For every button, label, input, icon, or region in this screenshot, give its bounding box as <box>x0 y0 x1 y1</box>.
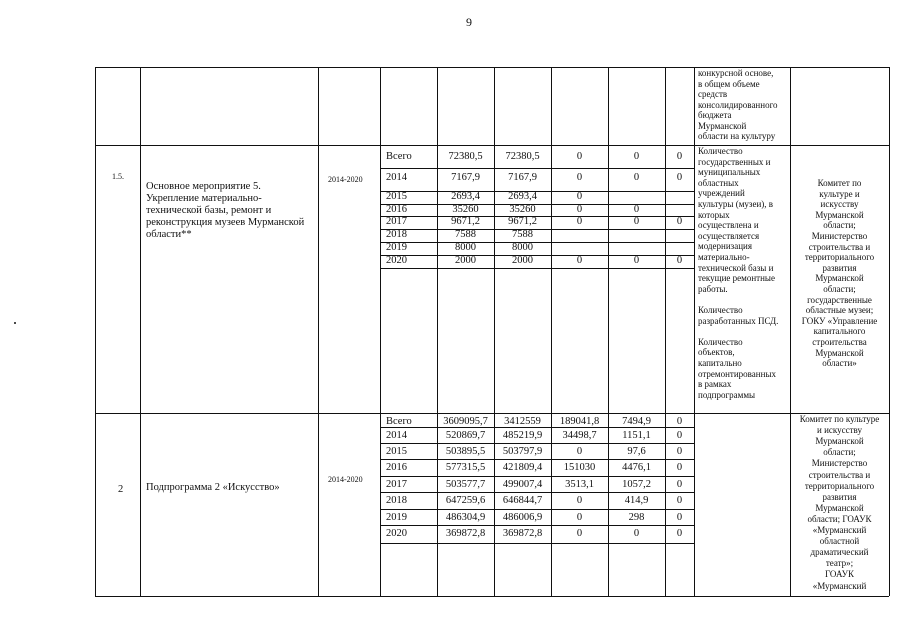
year-label: 2018 <box>386 229 407 240</box>
year-label: Всего <box>386 151 412 162</box>
executor-text-line: Мурманской <box>815 209 864 220</box>
indicator-text-line: Количество <box>698 305 743 315</box>
executor-text-line: Министерство <box>811 458 868 469</box>
amount-cell: 189041,8 <box>559 416 600 427</box>
column-line <box>694 67 695 596</box>
indicator-text-line: консолидированного <box>698 99 778 110</box>
executor-text-line: области» <box>822 358 857 369</box>
row-separator-2 <box>95 413 889 414</box>
column-line <box>95 67 96 596</box>
amount-cell: 2000 <box>512 255 533 266</box>
amount-cell: 0 <box>676 430 683 441</box>
amount-cell: 486304,9 <box>445 512 486 523</box>
page-number: 9 <box>466 15 472 29</box>
amount-cell: 0 <box>676 416 683 427</box>
amount-cell: 577315,5 <box>445 462 486 473</box>
amount-cell: 0 <box>633 216 640 227</box>
amount-cell: 2000 <box>455 255 476 266</box>
margin-dot <box>14 322 16 324</box>
executor-text-line: ГОАУК <box>824 569 855 580</box>
executor-text-line: Мурманской <box>815 273 864 284</box>
subrow-line <box>380 509 694 510</box>
amount-cell: 0 <box>676 255 683 266</box>
amount-cell: 0 <box>576 255 583 266</box>
amount-cell: 503797,9 <box>502 446 543 457</box>
executor-text-line: области; <box>823 447 856 458</box>
amount-cell: 485219,9 <box>502 430 543 441</box>
indicator-text-line: учреждений <box>698 188 745 199</box>
executor-text-line: ГОКУ «Управление <box>801 315 878 326</box>
year-label: 2019 <box>386 242 407 253</box>
indicator-text-line: материально- <box>698 252 750 262</box>
executor-text-line: строительства и <box>808 241 871 252</box>
measure-name-line: Укрепление материально- <box>146 193 262 204</box>
executor-text-line: строительства и <box>808 469 871 480</box>
indicator-text-line: Количество <box>698 146 743 156</box>
executor-text-line: развития <box>822 262 857 273</box>
indicator-text-line: разработанных ПСД. <box>698 315 779 326</box>
indicator-text-line: области на культуру <box>698 131 776 141</box>
amount-cell: 369872,8 <box>502 528 543 539</box>
year-label: 2020 <box>386 528 407 539</box>
amount-cell: 520869,7 <box>445 430 486 441</box>
column-line <box>380 67 381 596</box>
year-label: Всего <box>386 416 412 427</box>
subrow-line <box>380 543 694 544</box>
year-label: 2017 <box>386 479 407 490</box>
indicator-text-line: подпрограммы <box>698 389 756 400</box>
executor-text-line: театр»; <box>825 558 854 569</box>
indicator-text-line: в рамках <box>698 379 732 390</box>
amount-cell: 0 <box>633 151 640 162</box>
indicator-text-line: культуры (музеи), в <box>698 199 774 209</box>
executor-text-line: капитального <box>813 326 866 337</box>
amount-cell: 0 <box>633 172 640 183</box>
executor-text-line: Комитет по <box>817 178 862 188</box>
amount-cell: 0 <box>576 512 583 523</box>
executor-text-line: и искусству <box>817 425 862 436</box>
year-label: 2020 <box>386 255 407 266</box>
executor-text-line: государственные <box>807 294 872 305</box>
indicator-text-line: технической базы и <box>698 262 774 273</box>
measure-name-line: реконструкция музеев Мурманской <box>146 217 305 228</box>
column-line <box>889 67 890 596</box>
amount-cell: 8000 <box>455 242 476 253</box>
amount-cell: 0 <box>676 216 683 227</box>
subrow-line <box>380 168 694 169</box>
amount-cell: 0 <box>576 495 583 506</box>
amount-cell: 9671,2 <box>451 216 480 227</box>
executor-text-line: искусству <box>820 199 859 210</box>
table-border-bottom <box>95 596 889 597</box>
indicator-text-line: в общем объеме <box>698 78 760 89</box>
executor-text-line: культуре и <box>819 188 860 199</box>
period: 2014-2020 <box>328 175 363 184</box>
amount-cell: 298 <box>628 512 645 523</box>
measure-name-line: области** <box>146 229 192 240</box>
row-number: 2 <box>118 484 124 495</box>
indicator-text-line: капитально <box>698 358 742 368</box>
year-label: 2018 <box>386 495 407 506</box>
year-label: 2015 <box>386 446 407 457</box>
amount-cell: 35260 <box>509 204 536 215</box>
amount-cell: 646844,7 <box>502 495 543 506</box>
amount-cell: 0 <box>576 172 583 183</box>
executor-text-line: территориального <box>804 252 875 263</box>
amount-cell: 0 <box>576 216 583 227</box>
executor-text-line: Мурманской <box>815 436 864 447</box>
indicator-text-line: отремонтированных <box>698 368 776 379</box>
amount-cell: 0 <box>676 151 683 162</box>
amount-cell: 499007,4 <box>502 479 543 490</box>
amount-cell: 34498,7 <box>562 430 597 441</box>
indicator-text-line: бюджета <box>698 110 732 120</box>
amount-cell: 0 <box>576 446 583 457</box>
executor-text-line: области; ГОАУК <box>807 513 872 524</box>
amount-cell: 0 <box>576 191 583 202</box>
year-label: 2015 <box>386 191 407 202</box>
amount-cell: 0 <box>676 495 683 506</box>
amount-cell: 421809,4 <box>502 462 543 473</box>
executor-text-line: «Мурманский <box>812 580 867 591</box>
amount-cell: 0 <box>676 479 683 490</box>
amount-cell: 503577,7 <box>445 479 486 490</box>
amount-cell: 1057,2 <box>622 479 651 490</box>
year-label: 2014 <box>386 430 407 441</box>
subrow-line <box>380 492 694 493</box>
subrow-line <box>380 459 694 460</box>
measure-name-line: Основное мероприятие 5. <box>146 181 261 192</box>
measure-name-line: технической базы, ремонт и <box>146 205 272 216</box>
executor-text-line: территориального <box>804 480 875 491</box>
amount-cell: 3412559 <box>504 416 541 427</box>
subrow-line <box>380 443 694 444</box>
executor-text-line: Мурманской <box>815 347 864 358</box>
indicator-text-line: средств <box>698 89 728 99</box>
year-label: 2016 <box>386 204 407 215</box>
indicator-text-line: Количество <box>698 336 743 347</box>
subrow-line <box>380 427 694 428</box>
column-line <box>140 67 141 596</box>
executor-text-line: области; <box>823 220 856 231</box>
executor-text-line: строительства <box>812 337 867 347</box>
amount-cell: 2693,4 <box>508 191 537 202</box>
amount-cell: 4476,1 <box>622 462 651 473</box>
subrow-line <box>380 476 694 477</box>
amount-cell: 2693,4 <box>451 191 480 202</box>
indicator-text-line: модернизация <box>698 241 752 252</box>
amount-cell: 7588 <box>455 229 476 240</box>
amount-cell: 72380,5 <box>448 151 483 162</box>
amount-cell: 7167,9 <box>508 172 537 183</box>
amount-cell: 3609095,7 <box>443 416 488 427</box>
executor-text-line: областные музеи; <box>805 305 874 316</box>
amount-cell: 1151,1 <box>622 430 651 441</box>
row-number: 1.5. <box>112 172 124 181</box>
amount-cell: 35260 <box>452 204 479 215</box>
amount-cell: 97,6 <box>627 446 646 457</box>
indicator-text-line: государственных и <box>698 156 771 167</box>
amount-cell: 0 <box>576 528 583 539</box>
amount-cell: 369872,8 <box>445 528 486 539</box>
amount-cell: 7588 <box>512 229 533 240</box>
amount-cell: 0 <box>576 204 583 215</box>
subrow-line <box>380 525 694 526</box>
amount-cell: 0 <box>676 528 683 539</box>
indicator-text-line: осуществлена и <box>698 220 759 231</box>
amount-cell: 0 <box>633 255 640 266</box>
subprogram-name: Подпрограмма 2 «Искусство» <box>146 482 280 493</box>
indicator-text-line: областных <box>698 177 739 188</box>
amount-cell: 72380,5 <box>505 151 540 162</box>
indicator-text-line: объектов, <box>698 347 735 358</box>
amount-cell: 0 <box>676 462 683 473</box>
executor-text-line: Министерство <box>811 231 868 241</box>
period: 2014-2020 <box>328 475 363 484</box>
executor-text-line: «Мурманский <box>812 525 867 535</box>
executor-text-line: Мурманской <box>815 502 864 513</box>
executor-text-line: драматический <box>810 547 869 558</box>
amount-cell: 8000 <box>512 242 533 253</box>
indicator-text-line: муниципальных <box>698 167 761 178</box>
executor-text-line: развития <box>822 491 857 502</box>
indicator-text-line: текущие ремонтные <box>698 273 775 284</box>
amount-cell: 0 <box>633 204 640 215</box>
subrow-line <box>380 268 694 269</box>
amount-cell: 647259,6 <box>445 495 486 506</box>
column-line <box>318 67 319 596</box>
indicator-text-line: конкурсной основе, <box>698 68 774 78</box>
amount-cell: 0 <box>576 151 583 162</box>
indicator-text-line: осуществляется <box>698 230 760 241</box>
executor-text-line: области; <box>823 284 856 294</box>
amount-cell: 7494,9 <box>622 416 651 427</box>
executor-text-line: областной <box>819 536 860 547</box>
amount-cell: 0 <box>633 528 640 539</box>
amount-cell: 151030 <box>563 462 596 473</box>
amount-cell: 0 <box>676 446 683 457</box>
amount-cell: 503895,5 <box>445 446 486 457</box>
year-label: 2014 <box>386 172 407 183</box>
indicator-text-line: работы. <box>698 283 728 294</box>
year-label: 2016 <box>386 462 407 473</box>
amount-cell: 0 <box>676 172 683 183</box>
indicator-text-line: Мурманской <box>698 120 747 131</box>
amount-cell: 7167,9 <box>451 172 480 183</box>
amount-cell: 414,9 <box>624 495 649 506</box>
amount-cell: 0 <box>676 512 683 523</box>
year-label: 2019 <box>386 512 407 523</box>
year-label: 2017 <box>386 216 407 227</box>
amount-cell: 3513,1 <box>565 479 594 490</box>
amount-cell: 9671,2 <box>508 216 537 227</box>
indicator-text-line: которых <box>698 209 730 220</box>
executor-text-line: Комитет по культуре <box>799 414 880 424</box>
amount-cell: 486006,9 <box>502 512 543 523</box>
